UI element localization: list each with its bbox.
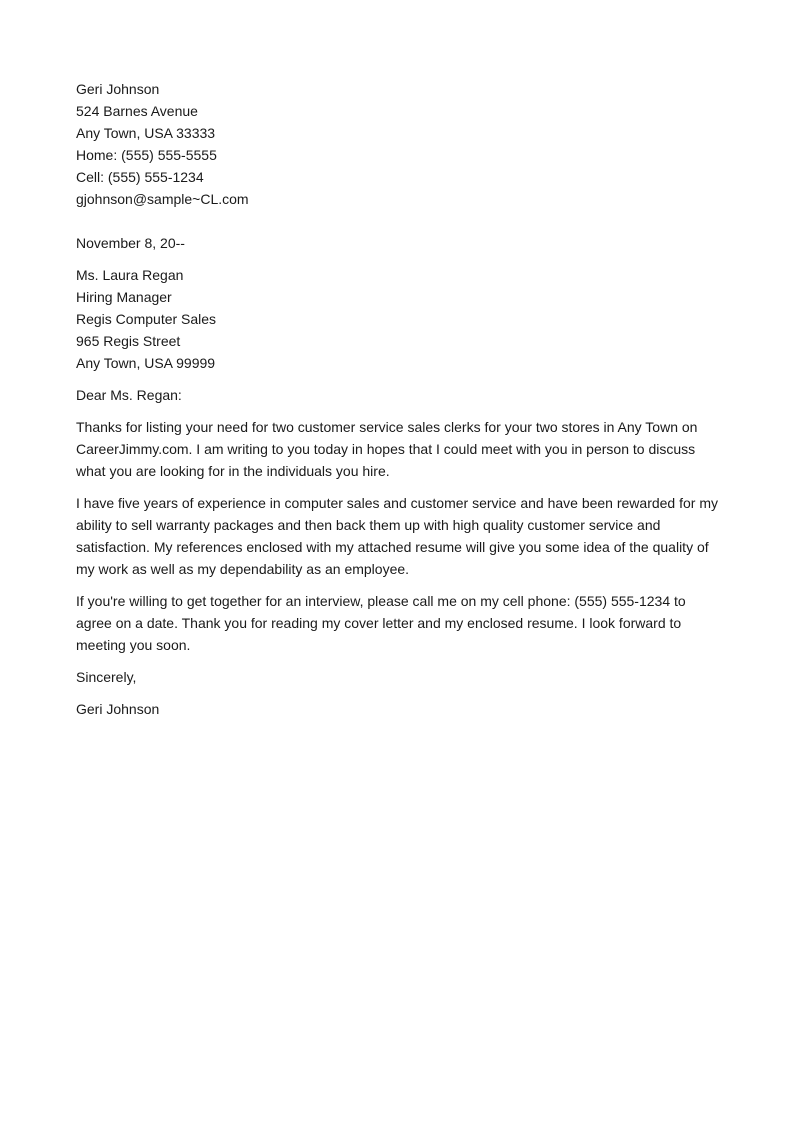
paragraph-line: what you are looking for in the individuals you hire. — [76, 463, 390, 479]
paragraph-line: Thanks for listing your need for two customer service sales clerks for your two stores in Any Town on — [76, 419, 698, 435]
body-paragraph-1 — [76, 416, 724, 482]
recipient-street: 965 Regis Street — [76, 333, 181, 349]
sender-name: Geri Johnson — [76, 81, 160, 97]
body-paragraph-3 — [76, 590, 724, 656]
sender-email: gjohnson@sample~CL.com — [76, 191, 249, 207]
paragraph-line: If you're willing to get together for an interview, please call me on my cell phone: (555) 555-1234 to — [76, 593, 686, 609]
closing: Sincerely, — [76, 669, 137, 685]
recipient-address-block — [76, 264, 724, 374]
sender-address-block — [76, 78, 724, 210]
paragraph-line: meeting you soon. — [76, 637, 191, 653]
letter-date-block — [76, 232, 724, 254]
recipient-company: Regis Computer Sales — [76, 311, 217, 327]
sender-cell-phone: Cell: (555) 555-1234 — [76, 169, 204, 185]
salutation-block — [76, 384, 724, 406]
recipient-city: Any Town, USA 99999 — [76, 355, 216, 371]
recipient-title: Hiring Manager — [76, 289, 172, 305]
salutation: Dear Ms. Regan: — [76, 387, 182, 403]
closing-block — [76, 666, 724, 688]
sender-street: 524 Barnes Avenue — [76, 103, 198, 119]
paragraph-line: CareerJimmy.com. I am writing to you today in hopes that I could meet with you in person to discuss — [76, 441, 696, 457]
letter-date: November 8, 20-- — [76, 235, 185, 251]
sender-city: Any Town, USA 33333 — [76, 125, 216, 141]
body-paragraph-2 — [76, 492, 724, 580]
sender-home-phone: Home: (555) 555-5555 — [76, 147, 217, 163]
paragraph-line: agree on a date. Thank you for reading my cover letter and my enclosed resume. I look forward to — [76, 615, 682, 631]
paragraph-line: satisfaction. My references enclosed with my attached resume will give you some idea of the quality of — [76, 539, 709, 555]
paragraph-line: my work as well as my dependability as an employee. — [76, 561, 410, 577]
signature-block — [76, 698, 724, 720]
signature-name: Geri Johnson — [76, 701, 160, 717]
recipient-name: Ms. Laura Regan — [76, 267, 184, 283]
paragraph-line: I have five years of experience in computer sales and customer service and have been rewarded for my — [76, 495, 718, 511]
letter-page — [76, 78, 724, 720]
paragraph-line: ability to sell warranty packages and then back them up with high quality customer service and — [76, 517, 661, 533]
